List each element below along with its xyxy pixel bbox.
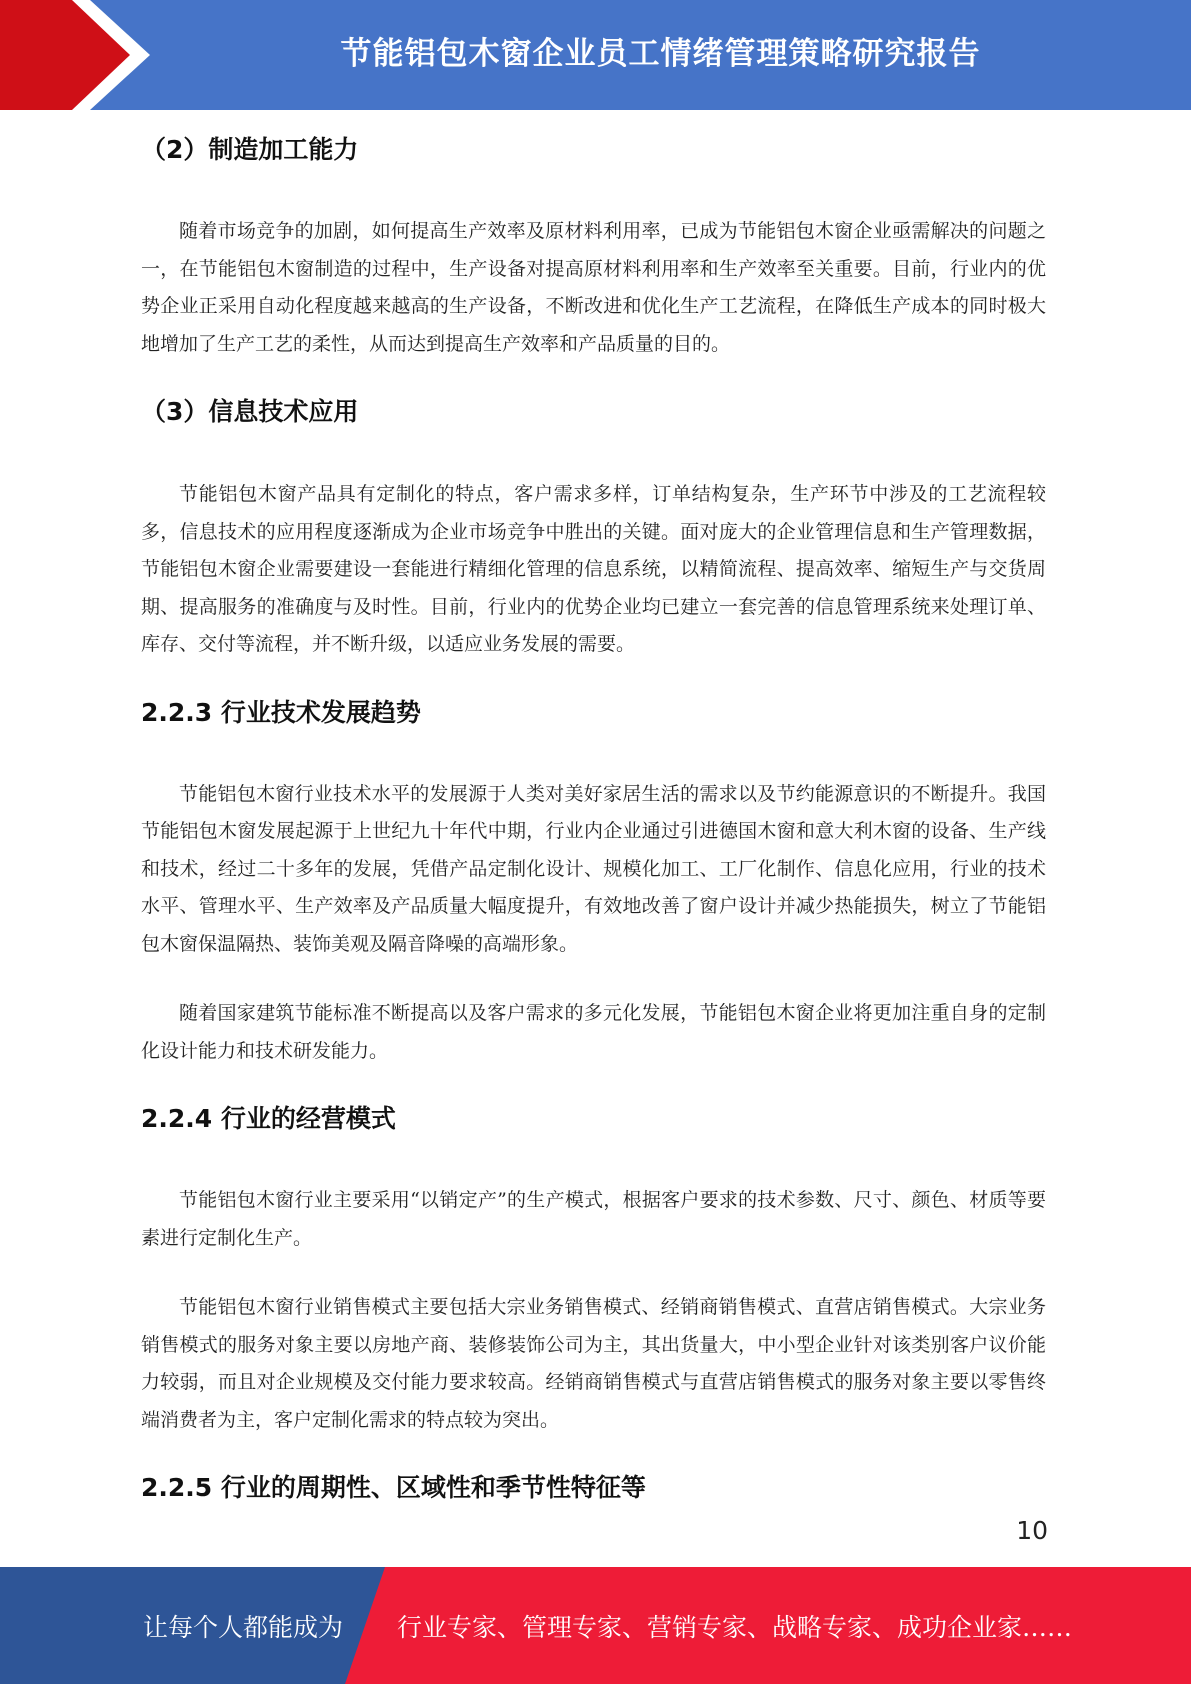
heading-it-application: （3）信息技术应用 [141,397,359,426]
report-title: 节能铝包木窗企业员工情绪管理策略研究报告 [340,35,981,72]
heading-2-2-5: 2.2.5 行业的周期性、区域性和季节性特征等 [141,1473,646,1502]
page-number: 10 [1016,1516,1048,1545]
paragraph-business-model: 节能铝包木窗行业主要采用“以销定产”的生产模式，根据客户要求的技术参数、尺寸、颜色、材质等要素进行定制化生产。 [141,1189,1046,1249]
paragraph-manufacturing: 随着市场竞争的加剧，如何提高生产效率及原材料利用率，已成为节能铝包木窗企业亟需解决的问题之一，在节能铝包木窗制造的过程中，生产设备对提高原材料利用率和生产效率至关重要。目前，行业内的优势企业正采用自动化程度越来越高的生产设备，不断改进和优化生产工艺流程，在降低生产成本的同时极大地增加了生产工艺的柔性，从而达到提高生产效率和产品质量的目的。 [141,220,1046,355]
heading-manufacturing-capability: （2）制造加工能力 [141,135,359,164]
paragraph-sales-model: 节能铝包木窗行业销售模式主要包括大宗业务销售模式、经销商销售模式、直营店销售模式。大宗业务销售模式的服务对象主要以房地产商、装修装饰公司为主，其出货量大，中小型企业针对该类别客户议价能力较弱，而且对企业规模及交付能力要求较高。经销商销售模式与直营店销售模式的服务对象主要以零售终端消费者为主，客户定制化需求的特点较为突出。 [141,1296,1046,1431]
paragraph-it-application: 节能铝包木窗产品具有定制化的特点，客户需求多样，订单结构复杂，生产环节中涉及的工艺流程较多，信息技术的应用程度逐渐成为企业市场竞争中胜出的关键。面对庞大的企业管理信息和生产管理数据，节能铝包木窗企业需要建设一套能进行精细化管理的信息系统，以精简流程、提高效率、缩短生产与交货周期、提高服务的准确度与及时性。目前，行业内的优势企业均已建立一套完善的信息管理系统来处理订单、库存、交付等流程，并不断升级，以适应业务发展的需要。 [141,483,1046,655]
paragraph-tech-trends: 节能铝包木窗行业技术水平的发展源于人类对美好家居生活的需求以及节约能源意识的不断提升。我国节能铝包木窗发展起源于上世纪九十年代中期，行业内企业通过引进德国木窗和意大利木窗的设备、生产线和技术，经过二十多年的发展，凭借产品定制化设计、规模化加工、工厂化制作、信息化应用，行业的技术水平、管理水平、生产效率及产品质量大幅度提升，有效地改善了窗户设计并减少热能损失，树立了节能铝包木窗保温隔热、装饰美观及隔音降噪的高端形象。 [141,782,1046,955]
paragraph-tech-trends-2: 随着国家建筑节能标准不断提高以及客户需求的多元化发展，节能铝包木窗企业将更加注重自身的定制化设计能力和技术研发能力。 [141,1002,1046,1062]
footer-slogan-left: 让每个人都能成为 [143,1612,344,1642]
heading-2-2-3: 2.2.3 行业技术发展趋势 [141,697,421,727]
heading-2-2-4: 2.2.4 行业的经营模式 [141,1104,396,1133]
footer-slogan-right: 行业专家、管理专家、营销专家、战略专家、成功企业家…… [397,1612,1073,1642]
main-content [141,110,1046,1507]
page-header [0,0,1191,110]
header-arrow-graphic [0,0,160,110]
page-footer [0,1567,1191,1684]
